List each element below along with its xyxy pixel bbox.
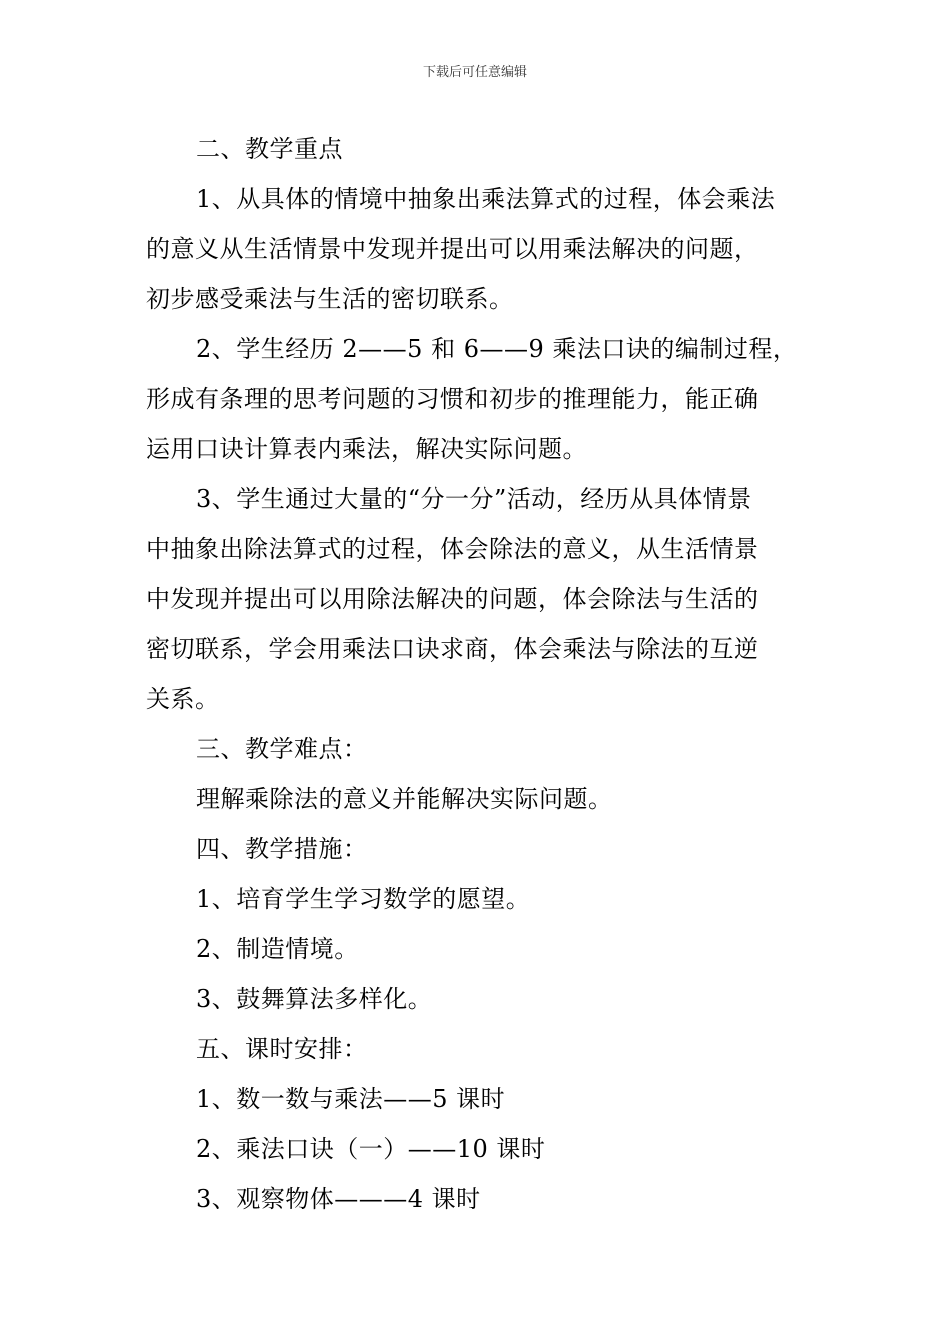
paragraph-line: 初步感受乘法与生活的密切联系。: [146, 285, 514, 313]
section-heading-schedule: 五、课时安排：: [196, 1035, 368, 1063]
list-item: 2、乘法口诀（一）——10 课时: [196, 1135, 546, 1163]
page-header: 下载后可任意编辑: [422, 65, 527, 80]
paragraph-line: 2、学生经历 2——5 和 6——9 乘法口诀的编制过程，: [196, 335, 798, 363]
paragraph-line: 中发现并提出可以用除法解决的问题，体会除法与生活的: [146, 585, 759, 613]
paragraph-line: 关系。: [146, 685, 220, 713]
section-heading-measures: 四、教学措施：: [196, 835, 368, 863]
paragraph-line: 密切联系，学会用乘法口诀求商，体会乘法与除法的互逆: [146, 635, 759, 663]
list-item: 3、鼓舞算法多样化。: [196, 985, 433, 1013]
document-body: [146, 124, 806, 1224]
paragraph-line: 理解乘除法的意义并能解决实际问题。: [196, 785, 613, 813]
paragraph-line: 的意义从生活情景中发现并提出可以用乘法解决的问题，: [146, 235, 759, 263]
paragraph-line: 3、学生通过大量的“分一分”活动，经历从具体情景: [196, 485, 752, 513]
list-item: 3、观察物体———4 课时: [196, 1185, 481, 1213]
section-heading-key-points: 二、教学重点: [196, 135, 343, 163]
paragraph-line: 形成有条理的思考问题的习惯和初步的推理能力，能正确: [146, 385, 759, 413]
paragraph-line: 1、从具体的情境中抽象出乘法算式的过程，体会乘法: [196, 185, 776, 213]
list-item: 2、制造情境。: [196, 935, 359, 963]
section-heading-difficulties: 三、教学难点：: [196, 735, 368, 763]
paragraph-line: 中抽象出除法算式的过程，体会除法的意义，从生活情景: [146, 535, 759, 563]
paragraph-line: 运用口诀计算表内乘法，解决实际问题。: [146, 435, 587, 463]
list-item: 1、数一数与乘法——5 课时: [196, 1085, 506, 1113]
list-item: 1、培育学生学习数学的愿望。: [196, 885, 531, 913]
